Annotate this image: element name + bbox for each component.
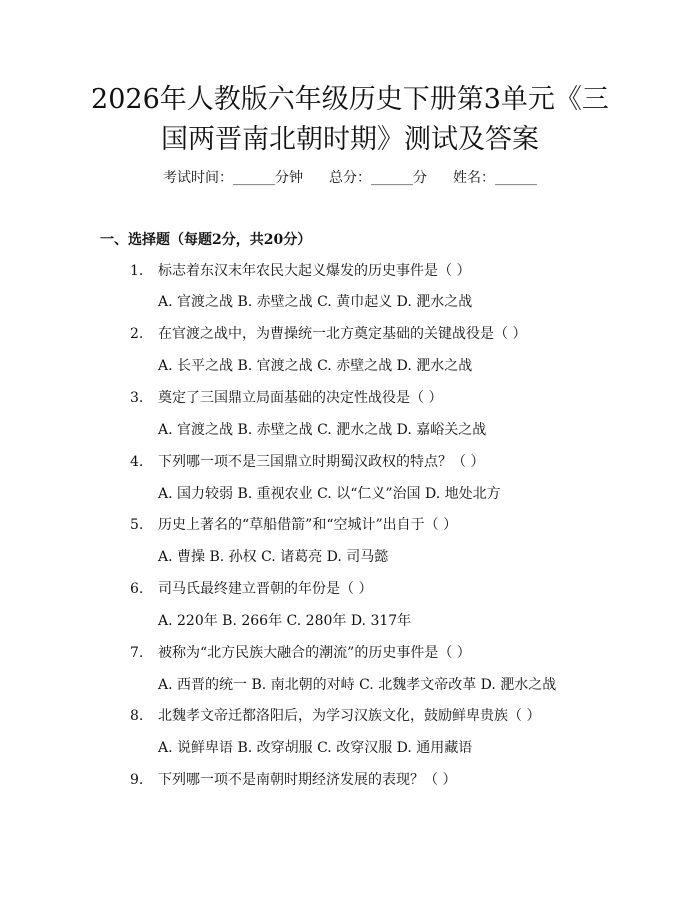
question-number: 5. <box>130 517 144 533</box>
question-text: 下列哪一项不是三国鼎立时期蜀汉政权的特点？（ ） <box>158 454 485 470</box>
question-2-options: A. 长平之战 B. 官渡之战 C. 赤壁之战 D. 淝水之战 <box>158 358 473 374</box>
question-1 <box>130 261 470 281</box>
question-number: 9. <box>130 772 144 788</box>
question-7-options: A. 西晋的统一 B. 南北朝的对峙 C. 北魏孝文帝改革 D. 淝水之战 <box>158 677 557 693</box>
question-text: 在官渡之战中，为曹操统一北方奠定基础的关键战役是（ ） <box>158 326 527 342</box>
question-4 <box>130 452 484 472</box>
question-text: 司马氏最终建立晋朝的年份是（ ） <box>158 581 373 597</box>
section-heading: 一、选择题（每题2分，共20分） <box>100 232 312 248</box>
question-text: 北魏孝文帝迁都洛阳后，为学习汉族文化，鼓励鲜卑贵族（ ） <box>158 708 541 724</box>
question-9 <box>130 770 456 790</box>
question-4-options: A. 国力较弱 B. 重视农业 C. 以“仁义”治国 D. 地处北方 <box>158 486 501 502</box>
exam-time-field: 考试时间：______分钟 <box>163 170 303 186</box>
question-number: 4. <box>130 454 144 470</box>
question-8 <box>130 706 540 726</box>
question-text: 被称为“北方民族大融合的潮流”的历史事件是（ ） <box>158 645 471 661</box>
question-7 <box>130 643 471 663</box>
question-6-options: A. 220年 B. 266年 C. 280年 D. 317年 <box>158 613 412 629</box>
question-number: 3. <box>130 390 144 406</box>
total-score-field: 总分：______分 <box>329 170 427 186</box>
question-5-options: A. 曹操 B. 孙权 C. 诸葛亮 D. 司马懿 <box>158 549 389 565</box>
question-number: 2. <box>130 326 144 342</box>
question-6 <box>130 579 372 599</box>
question-number: 8. <box>130 708 144 724</box>
question-number: 1. <box>130 263 144 279</box>
document-title-line-1: 2026年人教版六年级历史下册第3单元《三 <box>91 84 609 115</box>
question-text: 奠定了三国鼎立局面基础的决定性战役是（ ） <box>158 390 443 406</box>
question-text: 下列哪一项不是南朝时期经济发展的表现？（ ） <box>158 772 457 788</box>
question-text: 标志着东汉末年农民大起义爆发的历史事件是（ ） <box>158 263 471 279</box>
document-title-line-2: 国两晋南北朝时期》测试及答案 <box>161 124 539 155</box>
question-8-options: A. 说鲜卑语 B. 改穿胡服 C. 改穿汉服 D. 通用藏语 <box>158 740 473 756</box>
student-name-field: 姓名：______ <box>453 170 537 186</box>
question-text: 历史上著名的“草船借箭”和“空城计”出自于（ ） <box>158 517 458 533</box>
question-1-options: A. 官渡之战 B. 赤壁之战 C. 黄巾起义 D. 淝水之战 <box>158 294 473 310</box>
question-3 <box>130 388 442 408</box>
question-number: 7. <box>130 645 144 661</box>
question-5 <box>130 515 457 535</box>
question-3-options: A. 官渡之战 B. 赤壁之战 C. 淝水之战 D. 嘉峪关之战 <box>158 422 487 438</box>
exam-info <box>0 168 700 188</box>
question-2 <box>130 324 526 344</box>
question-number: 6. <box>130 581 144 597</box>
